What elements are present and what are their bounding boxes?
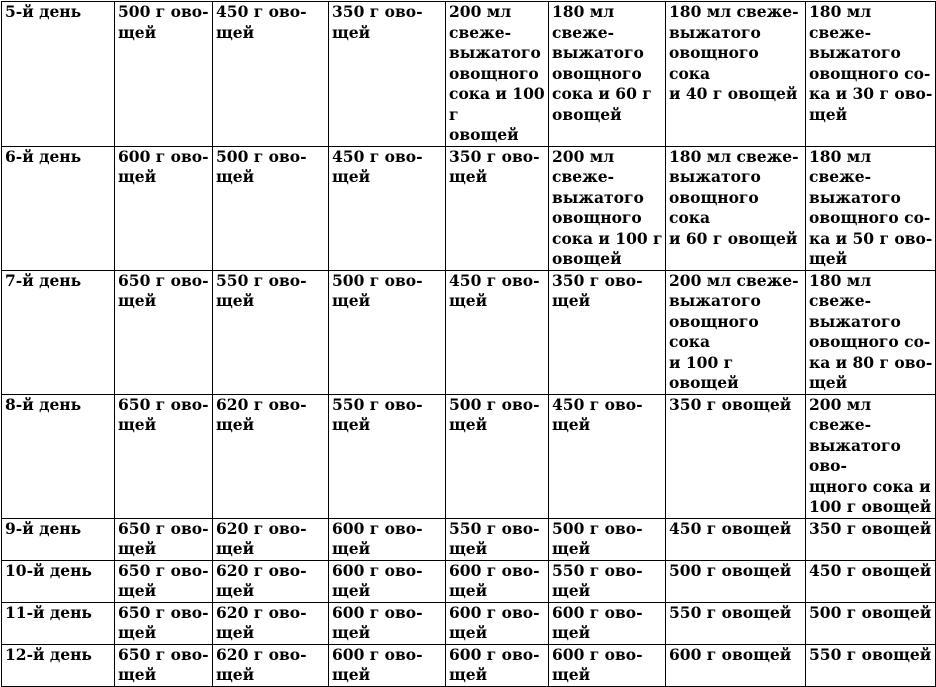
portion-cell: [806, 644, 936, 686]
portion-cell: [549, 518, 666, 560]
portion-cell: [666, 146, 806, 270]
table-row: [2, 146, 936, 270]
portion-cell: [115, 644, 213, 686]
portion-cell: [446, 644, 549, 686]
portion-text: 350 г ово- щей: [332, 2, 423, 42]
portion-cell: [446, 518, 549, 560]
portion-text: 600 г ово- щей: [449, 644, 540, 684]
portion-cell: [666, 644, 806, 686]
day-label: 10-й день: [5, 560, 92, 580]
portion-cell: [115, 560, 213, 602]
portion-text: 650 г ово- щей: [118, 394, 209, 434]
portion-cell: [549, 270, 666, 394]
day-label: 12-й день: [5, 644, 92, 664]
table-body: [2, 2, 936, 687]
portion-text: 500 г ово- щей: [118, 2, 209, 42]
portion-cell: [329, 602, 446, 644]
portion-text: 180 мл свеже- выжатого овощного со- ка и 80 г ово- щей: [809, 270, 933, 392]
portion-text: 600 г ово- щей: [552, 602, 643, 642]
portion-cell: [213, 602, 329, 644]
portion-text: 620 г ово- щей: [216, 394, 307, 434]
portion-cell: [213, 644, 329, 686]
portion-cell: [329, 146, 446, 270]
table-row: [2, 518, 936, 560]
portion-text: 650 г ово- щей: [118, 644, 209, 684]
portion-cell: [213, 2, 329, 147]
diet-schedule-table: [1, 1, 936, 687]
table-row: [2, 644, 936, 686]
portion-cell: [213, 146, 329, 270]
portion-text: 200 мл свеже- выжатого овощного сока и 100 г овощей: [552, 146, 663, 268]
portion-text: 650 г ово- щей: [118, 518, 209, 558]
portion-cell: [213, 518, 329, 560]
portion-text: 600 г ово- щей: [332, 602, 423, 642]
portion-cell: [329, 518, 446, 560]
portion-text: 500 г овощей: [809, 602, 932, 622]
portion-text: 620 г ово- щей: [216, 602, 307, 642]
portion-text: 600 г ово- щей: [118, 146, 209, 186]
day-label-cell: [2, 560, 115, 602]
portion-cell: [549, 2, 666, 147]
portion-text: 180 мл свеже- выжатого овощного сока и 40 г овощей: [669, 2, 799, 103]
day-label: 9-й день: [5, 518, 82, 538]
portion-cell: [666, 394, 806, 518]
portion-text: 350 г ово- щей: [552, 270, 643, 310]
portion-cell: [446, 146, 549, 270]
table-row: [2, 394, 936, 518]
day-label: 7-й день: [5, 270, 82, 290]
portion-text: 600 г ово- щей: [332, 518, 423, 558]
portion-text: 600 г овощей: [669, 644, 792, 664]
portion-text: 500 г ово- щей: [216, 146, 307, 186]
portion-cell: [213, 270, 329, 394]
portion-cell: [446, 394, 549, 518]
portion-text: 600 г ово- щей: [552, 644, 643, 684]
portion-text: 450 г ово- щей: [449, 270, 540, 310]
portion-text: 450 г ово- щей: [216, 2, 307, 42]
table-row: [2, 270, 936, 394]
portion-cell: [446, 602, 549, 644]
portion-cell: [329, 270, 446, 394]
portion-text: 600 г ово- щей: [332, 560, 423, 600]
portion-cell: [115, 270, 213, 394]
portion-text: 600 г ово- щей: [332, 644, 423, 684]
portion-text: 200 мл свеже- выжатого овощного сока и 100 г овощей: [669, 270, 799, 392]
portion-text: 620 г ово- щей: [216, 560, 307, 600]
portion-cell: [549, 394, 666, 518]
portion-text: 350 г ово- щей: [449, 146, 540, 186]
portion-text: 500 г овощей: [669, 560, 792, 580]
portion-text: 450 г ово- щей: [332, 146, 423, 186]
day-label: 5-й день: [5, 2, 82, 21]
portion-cell: [446, 560, 549, 602]
day-label-cell: [2, 644, 115, 686]
portion-text: 200 мл свеже- выжатого овощного сока и 100 г овощей: [449, 2, 545, 144]
portion-text: 180 мл свеже- выжатого овощного сока и 60 г овощей: [552, 2, 652, 124]
table-row: [2, 2, 936, 147]
portion-cell: [329, 394, 446, 518]
portion-cell: [549, 602, 666, 644]
portion-text: 180 мл свеже- выжатого овощного сока и 60 г овощей: [669, 146, 799, 248]
portion-cell: [806, 2, 936, 147]
day-label: 8-й день: [5, 394, 82, 414]
table-row: [2, 602, 936, 644]
portion-cell: [115, 146, 213, 270]
portion-cell: [213, 560, 329, 602]
day-label: 11-й день: [5, 602, 92, 622]
portion-text: 550 г ово- щей: [449, 518, 540, 558]
portion-text: 350 г овощей: [669, 394, 792, 414]
portion-text: 450 г ово- щей: [552, 394, 643, 434]
portion-cell: [549, 644, 666, 686]
portion-cell: [213, 394, 329, 518]
portion-cell: [329, 644, 446, 686]
day-label-cell: [2, 270, 115, 394]
day-label: 6-й день: [5, 146, 82, 166]
portion-text: 500 г ово- щей: [552, 518, 643, 558]
portion-cell: [329, 560, 446, 602]
portion-text: 450 г овощей: [809, 560, 932, 580]
portion-cell: [446, 2, 549, 147]
portion-text: 180 мл свеже- выжатого овощного со- ка и 50 г ово- щей: [809, 146, 933, 268]
day-label-cell: [2, 602, 115, 644]
portion-cell: [666, 560, 806, 602]
day-label-cell: [2, 2, 115, 147]
portion-text: 550 г ово- щей: [552, 560, 643, 600]
portion-text: 200 мл свеже- выжатого ово- щного сока и 100 г овощей: [809, 394, 932, 516]
portion-text: 550 г овощей: [669, 602, 792, 622]
day-label-cell: [2, 394, 115, 518]
portion-cell: [115, 2, 213, 147]
portion-text: 350 г овощей: [809, 518, 932, 538]
portion-text: 600 г ово- щей: [449, 560, 540, 600]
portion-cell: [115, 518, 213, 560]
portion-cell: [329, 2, 446, 147]
portion-cell: [806, 602, 936, 644]
portion-cell: [549, 146, 666, 270]
portion-text: 180 мл свеже- выжатого овощного со- ка и 30 г ово- щей: [809, 2, 933, 124]
day-label-cell: [2, 518, 115, 560]
portion-cell: [666, 518, 806, 560]
portion-cell: [115, 602, 213, 644]
portion-cell: [806, 270, 936, 394]
table-row: [2, 560, 936, 602]
portion-cell: [549, 560, 666, 602]
portion-text: 620 г ово- щей: [216, 518, 307, 558]
portion-text: 450 г овощей: [669, 518, 792, 538]
portion-text: 600 г ово- щей: [449, 602, 540, 642]
portion-text: 650 г ово- щей: [118, 270, 209, 310]
day-label-cell: [2, 146, 115, 270]
portion-cell: [666, 602, 806, 644]
portion-text: 550 г ово- щей: [216, 270, 307, 310]
portion-cell: [666, 2, 806, 147]
portion-cell: [446, 270, 549, 394]
portion-cell: [806, 518, 936, 560]
portion-text: 500 г ово- щей: [332, 270, 423, 310]
portion-text: 500 г ово- щей: [449, 394, 540, 434]
portion-cell: [666, 270, 806, 394]
portion-text: 620 г ово- щей: [216, 644, 307, 684]
portion-cell: [806, 146, 936, 270]
portion-text: 550 г овощей: [809, 644, 932, 664]
portion-text: 650 г ово- щей: [118, 560, 209, 600]
portion-text: 550 г ово- щей: [332, 394, 423, 434]
portion-cell: [115, 394, 213, 518]
portion-text: 650 г ово- щей: [118, 602, 209, 642]
portion-cell: [806, 560, 936, 602]
portion-cell: [806, 394, 936, 518]
